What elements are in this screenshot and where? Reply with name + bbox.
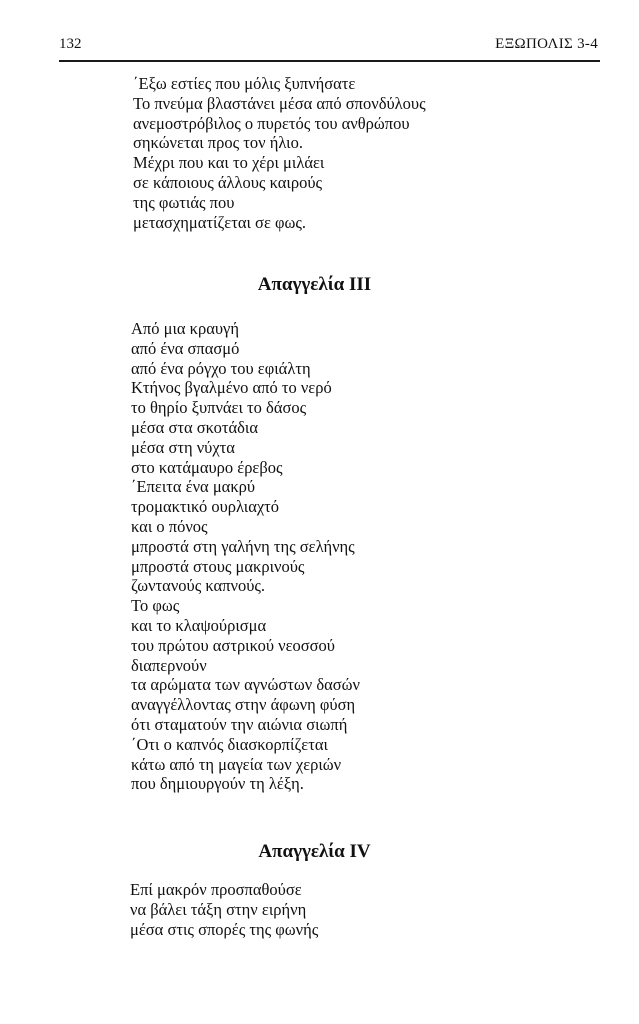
verse-line: ανεμοστρόβιλος ο πυρετός του ανθρώπου xyxy=(133,113,410,133)
verse-line: τρομακτικό ουρλιαχτό xyxy=(131,497,280,517)
verse-line: τα αρώματα των αγνώστων δασών xyxy=(131,675,360,695)
verse-line: και το κλαψούρισμα xyxy=(131,615,267,635)
page-number: 132 xyxy=(59,36,82,52)
verse-line: σε κάποιους άλλους καιρούς xyxy=(133,172,323,192)
page-header xyxy=(59,34,600,62)
verse-line: Κτήνος βγαλμένο από το νερό xyxy=(131,378,332,398)
verse-line: Μέχρι που και το χέρι μιλάει xyxy=(133,153,325,173)
verse-line: μέσα στα σκοτάδια xyxy=(131,417,258,437)
poem-stanza-recitation-3 xyxy=(131,319,360,794)
verse-line: κάτω από τη μαγεία των χεριών xyxy=(131,754,342,774)
verse-line: Το φως xyxy=(131,596,180,616)
verse-line: Από μια κραυγή xyxy=(131,319,239,338)
verse-line: που δημιουργούν τη λέξη. xyxy=(131,774,304,794)
verse-line: μπροστά στους μακρινούς xyxy=(131,556,305,576)
verse-line: διαπερνούν xyxy=(131,655,207,675)
verse-line: αναγγέλλοντας στην άφωνη φύση xyxy=(131,695,356,715)
verse-line: σηκώνεται προς τον ήλιο. xyxy=(133,133,303,153)
verse-line: από ένα ρόγχο του εφιάλτη xyxy=(131,358,311,378)
verse-line: ΄Οτι ο καπνός διασκορπίζεται xyxy=(131,734,328,754)
verse-line: Επί μακρόν προσπαθούσε xyxy=(130,880,302,899)
verse-line: από ένα σπασμό xyxy=(131,338,240,358)
verse-line: ζωντανούς καπνούς. xyxy=(131,576,266,596)
verse-line: και ο πόνος xyxy=(131,516,208,536)
verse-line: ότι σταματούν την αιώνια σιωπή xyxy=(131,714,348,734)
section-heading-recitation-3: Απαγγελία ΙΙΙ xyxy=(257,274,372,295)
verse-line: ΄Επειτα ένα μακρύ xyxy=(131,477,256,497)
verse-line: μετασχηματίζεται σε φως. xyxy=(133,212,307,232)
running-title: ΕΞΩΠΟΛΙΣ 3-4 xyxy=(495,36,598,52)
verse-line: Το πνεύμα βλαστάνει μέσα από σπονδύλους xyxy=(133,93,426,113)
section-heading-recitation-4: Απαγγελία IV xyxy=(258,841,371,862)
verse-line: να βάλει τάξη στην ειρήνη xyxy=(130,899,307,919)
verse-line: το θηρίο ξυπνάει το δάσος xyxy=(131,398,307,418)
poem-stanza-recitation-4 xyxy=(130,880,318,939)
verse-line: μπροστά στη γαλήνη της σελήνης xyxy=(131,536,355,556)
verse-line: στο κατάμαυρο έρεβος xyxy=(131,457,283,477)
verse-line: μέσα στις σπορές της φωνής xyxy=(130,919,319,939)
verse-line: ΄Εξω εστίες που μόλις ξυπνήσατε xyxy=(133,74,356,93)
verse-line: μέσα στη νύχτα xyxy=(131,437,235,457)
verse-line: της φωτιάς που xyxy=(133,192,235,212)
verse-line: του πρώτου αστρικού νεοσσού xyxy=(131,635,335,655)
poem-stanza-opening xyxy=(133,74,426,232)
